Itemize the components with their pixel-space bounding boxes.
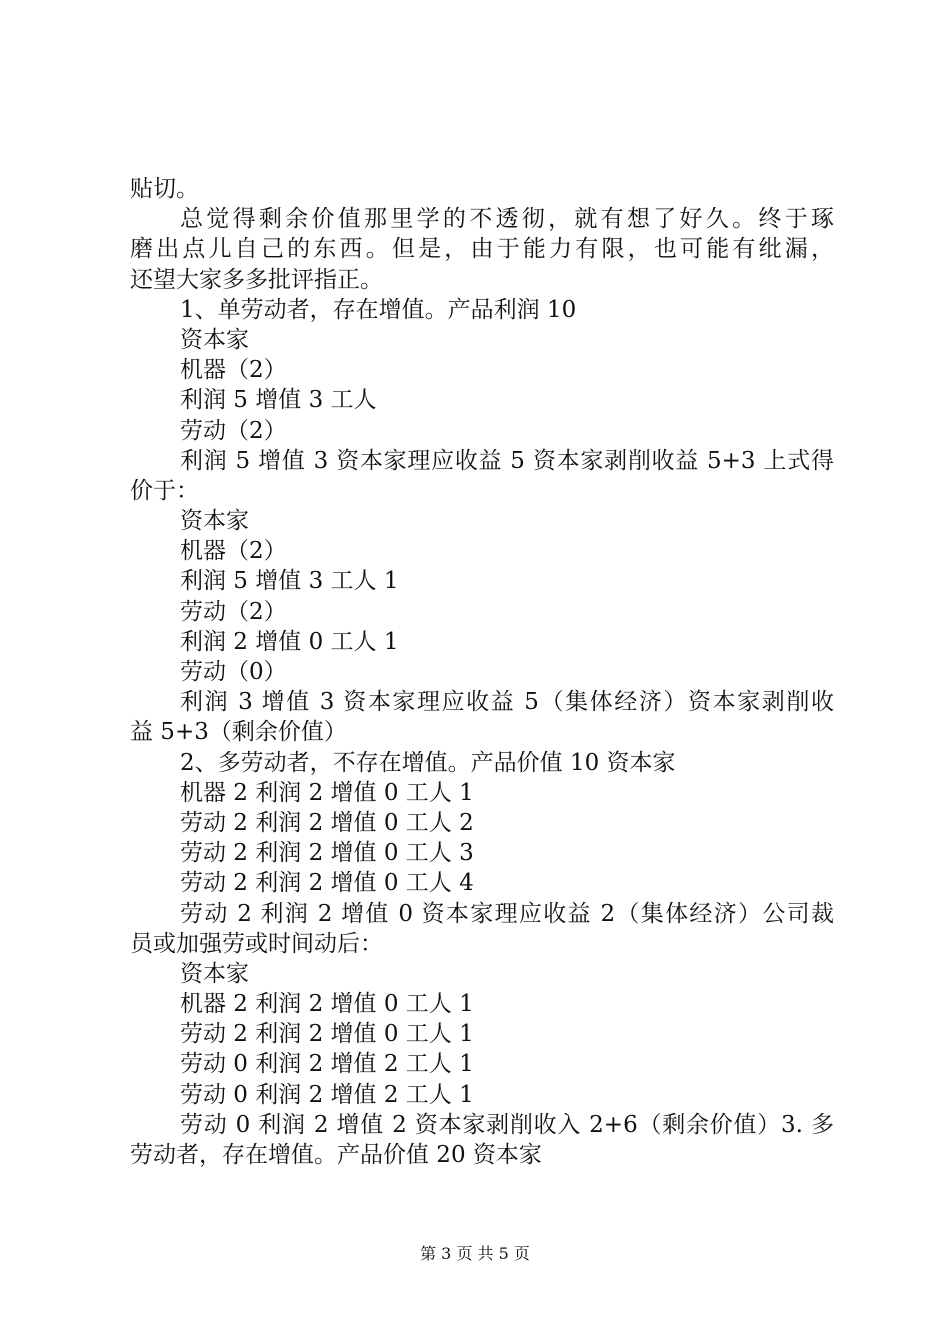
text-line: 机器（2）	[180, 538, 287, 565]
text-line: 劳动者，存在增值。产品价值 20 资本家	[130, 1142, 542, 1168]
text-line: 利润 3 增值 3 资本家理应收益 5（集体经济）资本家剥削收	[180, 689, 834, 716]
text-line: 磨出点儿自己的东西。但是，由于能力有限，也可能有纰漏，	[130, 236, 834, 263]
text-line: 价于：	[130, 477, 199, 504]
text-line: 劳动 0 利润 2 增值 2 工人 1	[180, 1081, 474, 1108]
text-line: 劳动 2 利润 2 增值 0 工人 3	[180, 840, 474, 867]
text-line: 利润 5 增值 3 资本家理应收益 5 资本家剥削收益 5+3 上式得	[180, 447, 834, 474]
document-body	[130, 174, 834, 1170]
text-line: 劳动 2 利润 2 增值 0 工人 2	[180, 809, 474, 836]
text-line: 1、单劳动者，存在增值。产品利润 10	[180, 296, 577, 323]
page-footer: 第 3 页 共 5 页	[420, 1244, 530, 1263]
text-line: 资本家	[180, 508, 249, 535]
text-line: 劳动 0 利润 2 增值 2 资本家剥削收入 2+6（剩余价值）3. 多	[180, 1111, 834, 1138]
text-line: 员或加强劳或时间动后：	[130, 930, 383, 957]
text-line: 机器（2）	[180, 357, 287, 384]
text-line: 机器 2 利润 2 增值 0 工人 1	[180, 779, 474, 806]
text-line: 劳动（0）	[180, 659, 287, 685]
text-line: 利润 5 增值 3 工人 1	[180, 568, 399, 595]
text-line: 劳动 2 利润 2 增值 0 工人 1	[180, 1021, 474, 1048]
text-line: 还望大家多多批评指正。	[130, 266, 383, 293]
text-line: 利润 2 增值 0 工人 1	[180, 628, 399, 655]
text-line: 利润 5 增值 3 工人	[180, 387, 377, 414]
text-line: 益 5+3（剩余价值）	[130, 719, 347, 746]
text-line: 总觉得剩余价值那里学的不透彻，就有想了好久。终于琢	[180, 206, 834, 233]
text-line: 2、多劳动者，不存在增值。产品价值 10 资本家	[180, 749, 676, 776]
text-line: 资本家	[180, 326, 249, 353]
text-line: 劳动 2 利润 2 增值 0 资本家理应收益 2（集体经济）公司裁	[180, 900, 834, 927]
text-line: 劳动 0 利润 2 增值 2 工人 1	[180, 1051, 474, 1078]
text-line: 劳动（2）	[180, 417, 287, 444]
text-line: 资本家	[180, 960, 249, 987]
text-line: 劳动 2 利润 2 增值 0 工人 4	[180, 870, 474, 897]
text-line: 机器 2 利润 2 增值 0 工人 1	[180, 991, 474, 1018]
text-line: 劳动（2）	[180, 598, 287, 625]
text-line: 贴切。	[130, 176, 199, 202]
